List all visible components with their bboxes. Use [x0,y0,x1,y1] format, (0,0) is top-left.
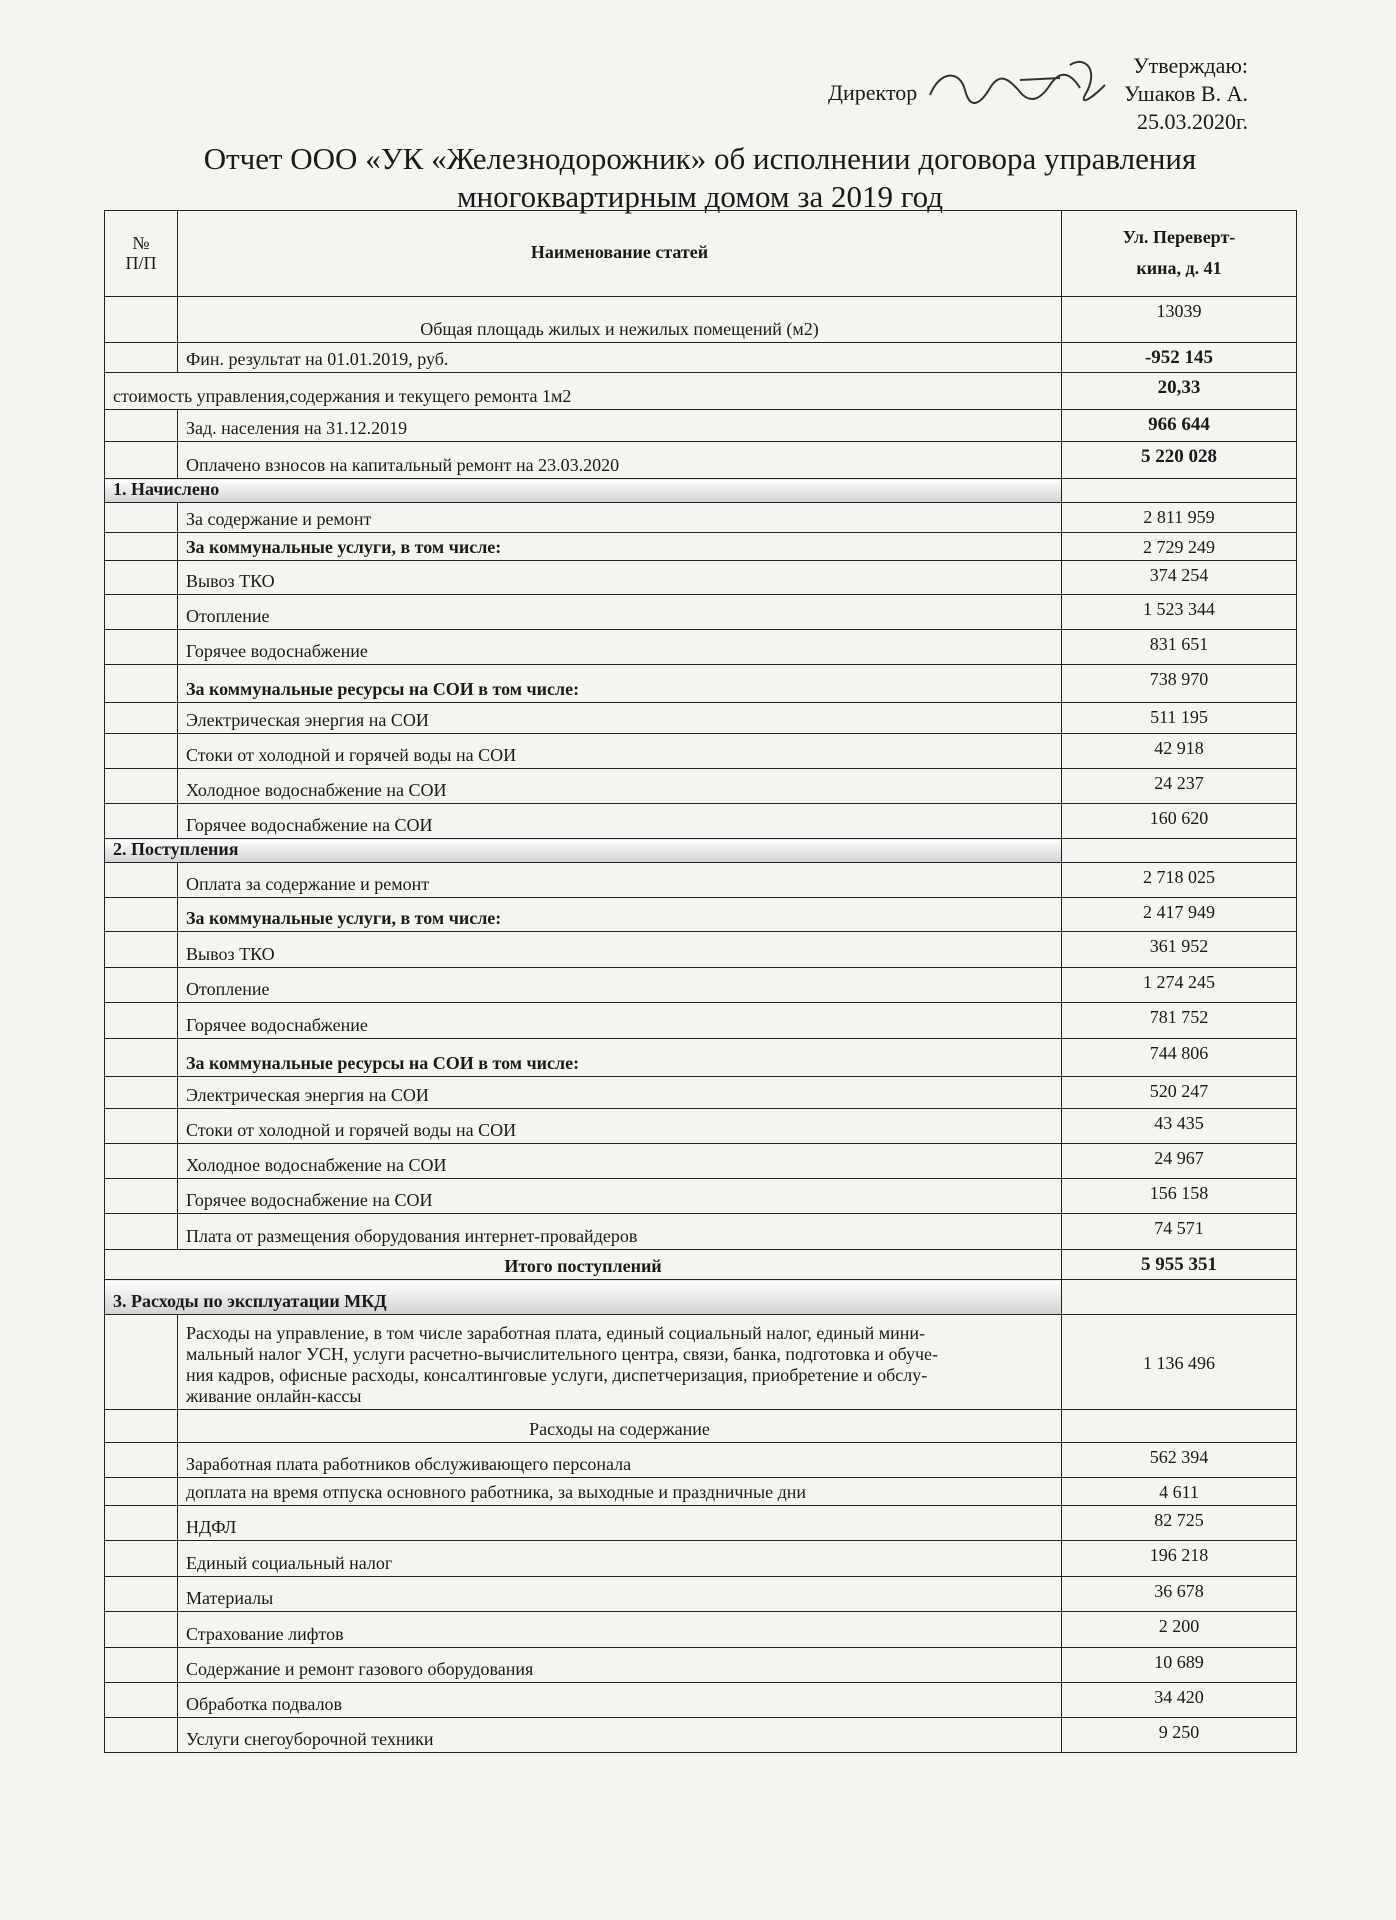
table-row [105,1109,1297,1144]
row-value: 1 274 245 [1062,968,1297,1003]
table-row [105,533,1297,561]
row-number-cell [105,630,178,665]
row-value: 1 523 344 [1062,595,1297,630]
row-value: 2 718 025 [1062,863,1297,898]
row-label: Электрическая энергия на СОИ [178,1077,1062,1109]
row-number-cell [105,1144,178,1179]
table-row [105,1541,1297,1577]
row-value: 1 136 496 [1062,1315,1297,1410]
row-label [178,1315,1062,1410]
row-label: Вывоз ТКО [178,932,1062,968]
row-value: 738 970 [1062,665,1297,703]
table-row [105,561,1297,595]
row-label: За содержание и ремонт [178,503,1062,533]
row-number-cell [105,1683,178,1718]
row-number-cell [105,1541,178,1577]
row-label: Обработка подвалов [178,1683,1062,1718]
section-title: 2. Поступления [105,839,1062,863]
row-label: Итого поступлений [105,1250,1062,1280]
row-number-cell [105,1109,178,1144]
title-line-1: Отчет ООО «УК «Железнодорожник» об исполнении договора управления [203,141,1197,176]
row-number-cell [105,595,178,630]
row-number-cell [105,1443,178,1478]
row-number-cell [105,968,178,1003]
row-label: Стоки от холодной и горячей воды на СОИ [178,734,1062,769]
approval-line-approve: Утверждаю: [1133,53,1248,78]
row-value: 361 952 [1062,932,1297,968]
row-label: Единый социальный налог [178,1541,1062,1577]
row-value: 520 247 [1062,1077,1297,1109]
table-row [105,297,1297,343]
row-label: За коммунальные ресурсы на СОИ в том числе: [178,665,1062,703]
row-label: Расходы на содержание [178,1410,1062,1443]
row-value: 13039 [1062,297,1297,343]
row-value: 781 752 [1062,1003,1297,1039]
table-row [105,863,1297,898]
row-label: Отопление [178,595,1062,630]
row-number-cell [105,665,178,703]
row-value: 196 218 [1062,1541,1297,1577]
table-row [105,373,1297,410]
row-number-cell [105,1179,178,1214]
row-number-cell [105,503,178,533]
table-row [105,1039,1297,1077]
approval-block [1124,52,1248,136]
row-label: За коммунальные услуги, в том числе: [178,898,1062,932]
row-label: Плата от размещения оборудования интернет-провайдеров [178,1214,1062,1250]
table-row [105,898,1297,932]
row-value: 5 220 028 [1062,442,1297,479]
table-row [105,442,1297,479]
row-label: Электрическая энергия на СОИ [178,703,1062,734]
table-row [105,665,1297,703]
row-label: Содержание и ремонт газового оборудования [178,1648,1062,1683]
section-title: 3. Расходы по эксплуатации МКД [105,1280,1062,1315]
section-row [105,1280,1297,1315]
section-value-empty [1062,1280,1297,1315]
table-row [105,1648,1297,1683]
row-label: Фин. результат на 01.01.2019, руб. [178,343,1062,373]
row-label: Материалы [178,1577,1062,1612]
row-number-cell [105,343,178,373]
row-number-cell [105,1003,178,1039]
row-number-cell [105,442,178,479]
page-title [100,140,1300,216]
row-label: Холодное водоснабжение на СОИ [178,1144,1062,1179]
row-label: стоимость управления,содержания и текущего ремонта 1м2 [105,373,1062,410]
table-row [105,703,1297,734]
table-row [105,804,1297,839]
row-value: 4 611 [1062,1478,1297,1506]
row-number-cell [105,561,178,595]
row-value: 42 918 [1062,734,1297,769]
table-row [105,410,1297,442]
table-row [105,1577,1297,1612]
row-value: 156 158 [1062,1179,1297,1214]
header-value [1062,211,1297,297]
row-number-cell [105,1478,178,1506]
header-num-pp: П/П [125,252,157,273]
row-value: 20,33 [1062,373,1297,410]
table-row [105,630,1297,665]
row-label: Заработная плата работников обслуживающего персонала [178,1443,1062,1478]
table-row [105,769,1297,804]
row-value: 374 254 [1062,561,1297,595]
section-row [105,479,1297,503]
row-number-cell [105,769,178,804]
row-value: 24 237 [1062,769,1297,804]
table-row [105,932,1297,968]
row-value: 24 967 [1062,1144,1297,1179]
row-label: Вывоз ТКО [178,561,1062,595]
row-value: -952 145 [1062,343,1297,373]
row-number-cell [105,1648,178,1683]
row-number-cell [105,1315,178,1410]
table-row [105,503,1297,533]
row-label: Оплачено взносов на капитальный ремонт на 23.03.2020 [178,442,1062,479]
row-value: 2 417 949 [1062,898,1297,932]
row-label: Услуги снегоуборочной техники [178,1718,1062,1753]
row-label: Горячее водоснабжение [178,630,1062,665]
row-value: 34 420 [1062,1683,1297,1718]
row-number-cell [105,1506,178,1541]
table-row [105,1077,1297,1109]
table-row [105,734,1297,769]
row-label: Оплата за содержание и ремонт [178,863,1062,898]
table-header-row [105,211,1297,297]
row-value: 2 729 249 [1062,533,1297,561]
row-value: 9 250 [1062,1718,1297,1753]
title-line-2: многоквартирным домом за 2019 год [456,179,944,214]
row-value: 74 571 [1062,1214,1297,1250]
row-label-line: живание онлайн-кассы [186,1386,362,1406]
report-table [104,210,1297,1753]
row-label-line: Расходы на управление, в том числе заработная плата, единый социальный налог, единый мини- [186,1323,926,1343]
row-label: НДФЛ [178,1506,1062,1541]
row-label: Страхование лифтов [178,1612,1062,1648]
row-label: Отопление [178,968,1062,1003]
row-label: Горячее водоснабжение на СОИ [178,804,1062,839]
row-number-cell [105,1214,178,1250]
table-row [105,968,1297,1003]
section-value-empty [1062,479,1297,503]
row-label: Горячее водоснабжение на СОИ [178,1179,1062,1214]
row-value: 43 435 [1062,1109,1297,1144]
row-number-cell [105,703,178,734]
row-label: За коммунальные услуги, в том числе: [178,533,1062,561]
row-value: 2 811 959 [1062,503,1297,533]
row-value: 966 644 [1062,410,1297,442]
table-row [105,1003,1297,1039]
row-value: 36 678 [1062,1577,1297,1612]
row-value: 160 620 [1062,804,1297,839]
table-row [105,1214,1297,1250]
approval-line-name: Ушаков В. А. [1124,81,1248,106]
table-row [105,1683,1297,1718]
header-num [105,211,178,297]
header-value-line-1: Ул. Переверт- [1122,226,1236,247]
table-row [105,1478,1297,1506]
section-value-empty [1062,839,1297,863]
total-row [105,1250,1297,1280]
row-value: 10 689 [1062,1648,1297,1683]
director-label: Директор [828,80,918,105]
table-row [105,1443,1297,1478]
row-label: Зад. населения на 31.12.2019 [178,410,1062,442]
section-title: 1. Начислено [105,479,1062,503]
row-number-cell [105,410,178,442]
table-row [105,1718,1297,1753]
row-number-cell [105,1410,178,1443]
row-value: 744 806 [1062,1039,1297,1077]
row-number-cell [105,804,178,839]
row-number-cell [105,533,178,561]
row-number-cell [105,1718,178,1753]
management-row [105,1315,1297,1410]
row-label: Горячее водоснабжение [178,1003,1062,1039]
row-number-cell [105,863,178,898]
row-label: Стоки от холодной и горячей воды на СОИ [178,1109,1062,1144]
row-value: 5 955 351 [1062,1250,1297,1280]
row-number-cell [105,932,178,968]
row-value: 511 195 [1062,703,1297,734]
table-row [105,1506,1297,1541]
row-number-cell [105,297,178,343]
row-value: 562 394 [1062,1443,1297,1478]
section-row [105,839,1297,863]
header-name: Наименование статей [178,211,1062,297]
row-number-cell [105,734,178,769]
signature-icon [920,50,1120,120]
row-label: За коммунальные ресурсы на СОИ в том числе: [178,1039,1062,1077]
row-number-cell [105,1077,178,1109]
row-value [1062,1410,1297,1443]
row-number-cell [105,1612,178,1648]
table-row [105,1144,1297,1179]
row-label-line: ния кадров, офисные расходы, консалтинговые услуги, диспетчеризация, приобретение и обслу- [186,1365,928,1385]
table-row [105,595,1297,630]
row-value: 82 725 [1062,1506,1297,1541]
row-label: доплата на время отпуска основного работника, за выходные и праздничные дни [178,1478,1062,1506]
row-number-cell [105,1039,178,1077]
table-row [105,343,1297,373]
row-label-line: мальный налог УСН, услуги расчетно-вычислительного центра, связи, банка, подготовка и обуче- [186,1344,939,1364]
table-row [105,1179,1297,1214]
row-number-cell [105,898,178,932]
report-table-body [105,211,1297,1753]
table-row [105,1612,1297,1648]
row-label: Холодное водоснабжение на СОИ [178,769,1062,804]
row-value: 2 200 [1062,1612,1297,1648]
row-label: Общая площадь жилых и нежилых помещений (м2) [178,297,1062,343]
row-value: 831 651 [1062,630,1297,665]
row-number-cell [105,1577,178,1612]
approval-line-date: 25.03.2020г. [1136,109,1248,134]
subheader-row [105,1410,1297,1443]
header-value-line-2: кина, д. 41 [1136,257,1222,278]
header-num-symbol: № [132,232,150,253]
